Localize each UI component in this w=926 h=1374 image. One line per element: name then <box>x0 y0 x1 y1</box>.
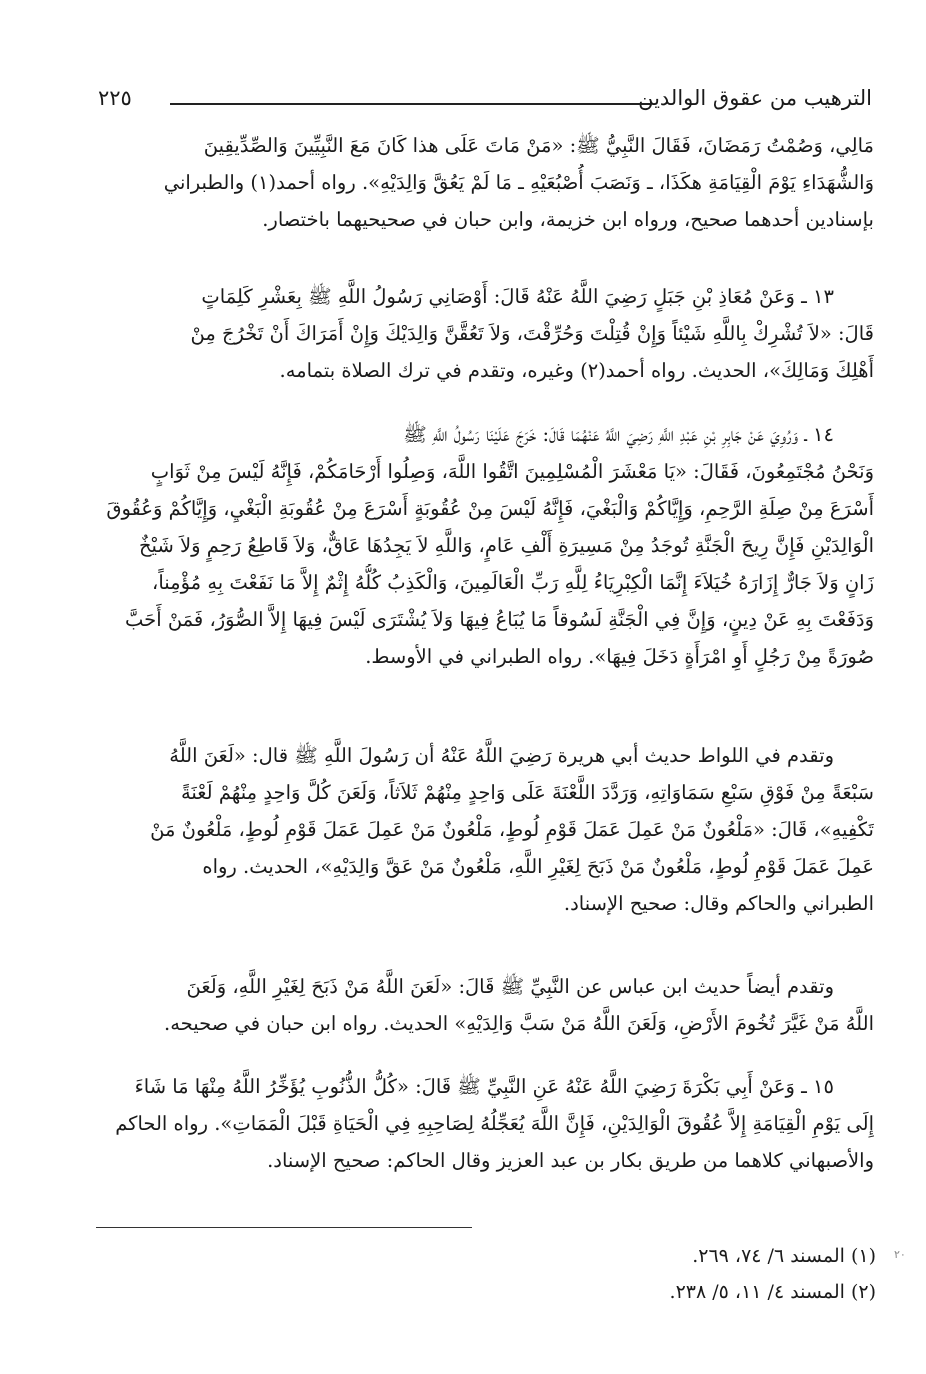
text-line: الْوَالِدَيْنِ فَإِنَّ رِيحَ الْجَنَّةِ تُوجَدُ مِنْ مَسِيرَةِ أَلْفِ عَامٍ، وَاللَّهِ لاَ يَجِدُهَا عَاقٌّ، وَلاَ قَاطِعُ رَحِمٍ وَلاَ شَيْخٌ <box>138 534 874 557</box>
paragraph-hadith-14 <box>68 416 874 675</box>
text-line: إِلَى يَوْمِ الْقِيَامَةِ إِلاَّ عُقُوقَ الْوَالِدَيْنِ، فَإِنَّ اللَّهَ يُعَجِّلُهُ لِصَاحِبِهِ فِي الْحَيَاةِ قَبْلَ الْمَمَاتِ». رواه الحاكم <box>115 1112 874 1135</box>
header-rule <box>170 103 650 105</box>
margin-mark: ٢٠ <box>894 1248 906 1261</box>
paragraph-1 <box>68 127 874 238</box>
text-line: بإسنادين أحدهما صحيح، ورواه ابن خزيمة، وابن حبان في صحيحيهما باختصار. <box>262 208 874 231</box>
text-line: زَانٍ وَلاَ جَارٌّ إِزَارَهُ خُيَلاَءَ إِنَّمَا الْكِبْرِيَاءُ لِلَّهِ رَبِّ الْعَالَمِينَ، وَالْكَذِبُ كُلُّهُ إِثْمٌ إِلاَّ مَا نَفَعْتَ بِهِ مُؤْمِناً، <box>152 571 874 594</box>
header-title: الترهيب من عقوق الوالدين <box>638 86 872 110</box>
text-line: وَنَحْنُ مُجْتَمِعُونَ، فَقَالَ: «يَا مَعْشَرَ الْمُسْلِمِينَ اتَّقُوا اللَّهَ، وَصِلُوا أَرْحَامَكُمْ، فَإِنَّهُ لَيْسَ مِنْ ثَوَابٍ <box>150 460 874 483</box>
text-line: تَكْفِيهِ»، قَالَ: «مَلْعُونٌ مَنْ عَمِلَ عَمَلَ قَوْمِ لُوطٍ، مَلْعُونٌ مَنْ عَمِلَ عَمَلَ قَوْمِ لُوطٍ، مَلْعُونٌ مَنْ <box>150 818 874 841</box>
paragraph-ibn-abbas-reference <box>68 968 874 1042</box>
footnote-separator <box>96 1227 472 1228</box>
text-line: ١٣ ـ وَعَنْ مُعَاذِ بْنِ جَبَلٍ رَضِيَ اللَّهُ عَنْهُ قَالَ: أَوْصَانِي رَسُولُ اللَّهِ ﷺ بِعَشْرِ كَلِمَاتٍ <box>201 285 834 308</box>
page-number: ٢٢٥ <box>98 86 132 110</box>
text-line: وتقدم في اللواط حديث أبي هريرة رَضِيَ اللَّهُ عَنْهُ أن رَسُولَ اللَّهِ ﷺ قال: «لَعَنَ اللَّهُ <box>169 744 834 767</box>
text-line: عَمِلَ عَمَلَ قَوْمِ لُوطٍ، مَلْعُونٌ مَنْ ذَبَحَ لِغَيْرِ اللَّهِ، مَلْعُونٌ مَنْ عَقَّ وَالِدَيْهِ»، الحديث. رواه <box>202 855 874 878</box>
text-line: وَدَفَعْتَ بِهِ عَنْ دِينٍ، وَإِنَّ فِي الْجَنَّةِ لَسُوقاً مَا يُبَاعُ فِيهَا وَلاَ يُشْتَرَى لَيْسَ فِيهَا إِلاَّ الصُّوَرُ، فَمَنْ أَحَبَّ <box>125 608 874 631</box>
text-line: أَسْرَعَ مِنْ صِلَةِ الرَّحِمِ، وَإِيَّاكُمْ وَالْبَغْيَ، فَإِنَّهُ لَيْسَ مِنْ عُقُوبَةٍ أَسْرَعَ مِنْ عُقُوبَةِ الْبَغْيِ، وَإِيَّاكُمْ وَعُقُوقَ <box>106 497 874 520</box>
footnote: (٢) المسند ٤/ ١١، ٥/ ٢٣٨. <box>669 1281 876 1303</box>
footnote: (١) المسند ٦/ ٧٤، ٢٦٩. <box>692 1245 876 1267</box>
running-header <box>98 86 872 120</box>
text-line: وَالشُّهَدَاءِ يَوْمَ الْقِيَامَةِ هكَذَا، ـ وَنَصَبَ أُصْبُعَيْهِ ـ مَا لَمْ يَعُقَّ وَالِدَيْهِ». رواه أحمد(١) والطبراني <box>163 171 874 194</box>
text-line: أَهْلِكَ وَمَالِكَ»، الحديث. رواه أحمد(٢) وغيره، وتقدم في ترك الصلاة بتمامه. <box>279 359 874 382</box>
text-line: الطبراني والحاكم وقال: صحيح الإسناد. <box>563 892 874 915</box>
text-line: قَالَ: «لاَ تُشْرِكْ بِاللَّهِ شَيْئاً وَإِنْ قُتِلْتَ وَحُرِّقْتَ، وَلاَ تَعُقَّنَّ وَالِدَيْكَ وَإِنْ أَمَرَاكَ أَنْ تَخْرُجَ مِنْ <box>190 322 874 345</box>
text-line: صُورَةً مِنْ رَجُلٍ أَوِ امْرَأَةٍ دَخَلَ فِيهَا». رواه الطبراني في الأوسط. <box>365 645 874 668</box>
text-line: وتقدم أيضاً حديث ابن عباس عن النَّبِيِّ ﷺ قَالَ: «لَعَنَ اللَّهُ مَنْ ذَبَحَ لِغَيْرِ اللَّهِ، وَلَعَنَ <box>186 975 834 998</box>
text-line: ١٤ ـ وَرُوِيَ عَنْ جَابِرِ بْنِ عَبْدِ اللَّهِ رَضِيَ اللَّهُ عَنْهُمَا قَالَ: خَرَجَ عَلَيْنَا رَسُولُ اللَّهِ ﷺ <box>403 423 834 446</box>
paragraph-liwat-reference <box>68 737 874 922</box>
text-line: سَبْعَةً مِنْ فَوْقِ سَبْعِ سَمَاوَاتِهِ، وَرَدَّدَ اللَّعْنَةَ عَلَى وَاحِدٍ مِنْهُمْ ثَلاَثاً، وَلَعَنَ كُلَّ وَاحِدٍ مِنْهُمْ لَعْنَةً <box>180 781 874 804</box>
paragraph-hadith-13 <box>68 278 874 389</box>
text-line: مَالِي، وَصُمْتُ رَمَضَانَ، فَقَالَ النَّبِيُّ ﷺ: «مَنْ مَاتَ عَلَى هذا كَانَ مَعَ النَّبِيِّينَ وَالصِّدِّيقِينَ <box>203 134 874 157</box>
footnotes <box>80 1238 876 1310</box>
text-line: ١٥ ـ وَعَنْ أَبِي بَكْرَةَ رَضِيَ اللَّهُ عَنْهُ عَنِ النَّبِيِّ ﷺ قَالَ: «كُلُّ الذُّنُوبِ يُؤَخِّرُ اللَّهُ مِنْهَا مَا شَاءَ <box>134 1075 834 1098</box>
text-line: والأصبهاني كلاهما من طريق بكار بن عبد العزيز وقال الحاكم: صحيح الإسناد. <box>267 1149 874 1172</box>
paragraph-hadith-15 <box>68 1068 874 1179</box>
text-line: اللَّهُ مَنْ غَيَّرَ تُخُومَ الأَرْضِ، وَلَعَنَ اللَّهُ مَنْ سَبَّ وَالِدَيْهِ» الحديث. رواه ابن حبان في صحيحه. <box>164 1012 874 1035</box>
